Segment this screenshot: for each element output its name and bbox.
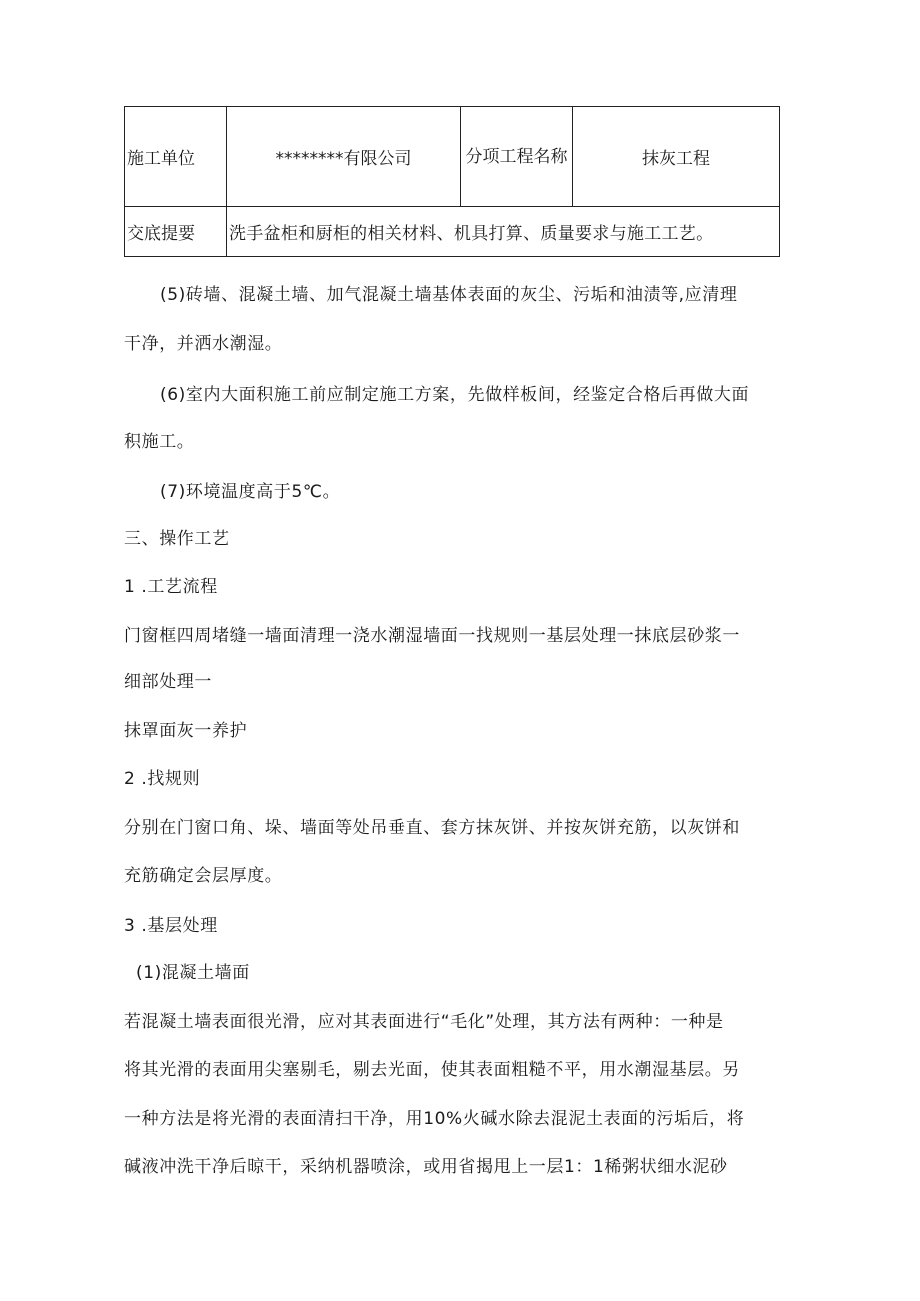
subproject-name-label: 分项工程名称 <box>461 107 573 207</box>
disclosure-header-table <box>124 106 780 257</box>
construction-unit-label: 施工单位 <box>125 107 227 207</box>
heading-base-treatment: 3 .基层处理 <box>124 916 218 936</box>
table-row <box>125 107 780 207</box>
summary-label: 交底提要 <box>125 207 227 257</box>
process-flow-line-1: 门窗框四周堵缝一墙面清理一浇水潮湿墙面一找规则一基层处理一抹底层砂浆一 <box>124 626 740 646</box>
section-heading-operation-process: 三、操作工艺 <box>124 529 230 549</box>
summary-value: 洗手盆柜和厨柜的相关材料、机具打算、质量要求与施工工艺。 <box>227 207 780 257</box>
item-6-line-2: 积施工。 <box>124 432 195 452</box>
paragraph-line-1: 若混凝土墙表面很光滑，应对其表面进行“毛化”处理，其方法有两种：一种是 <box>124 1012 724 1032</box>
heading-find-rule: 2 .找规则 <box>124 769 201 789</box>
item-6-line-1: (6)室内大面积施工前应制定施工方案，先做样板间，经鉴定合格后再做大面 <box>160 385 750 405</box>
item-5-line-2: 干净，并洒水潮湿。 <box>124 334 283 354</box>
process-flow-line-2: 细部处理一 <box>124 672 212 692</box>
find-rule-line-1: 分别在门窗口角、垛、墙面等处吊垂直、套方抹灰饼、并按灰饼充筋，以灰饼和 <box>124 818 740 838</box>
heading-process-flow: 1 .工艺流程 <box>124 577 218 597</box>
item-7: (7)环境温度高于5℃。 <box>160 482 341 502</box>
paragraph-line-4: 碱液冲洗干净后晾干，采纳机器喷涂，或用省揭甩上一层1：1稀粥状细水泥砂 <box>124 1157 728 1177</box>
subheading-concrete-wall: (1)混凝土墙面 <box>136 963 250 983</box>
process-flow-line-3: 抹罩面灰一养护 <box>124 721 248 741</box>
item-5-line-1: (5)砖墙、混凝土墙、加气混凝土墙基体表面的灰尘、污垢和油渍等,应清理 <box>160 285 738 305</box>
paragraph-line-3: 一种方法是将光滑的表面清扫干净，用10%火碱水除去混泥土表面的污垢后，将 <box>124 1109 745 1129</box>
subproject-name-value: 抹灰工程 <box>573 107 780 207</box>
table-row <box>125 207 780 257</box>
company-name: ********有限公司 <box>227 107 461 207</box>
find-rule-line-2: 充筋确定会层厚度。 <box>124 866 283 886</box>
paragraph-line-2: 将其光滑的表面用尖塞剔毛，剔去光面，使其表面粗糙不平，用水潮湿基层。另 <box>124 1060 740 1080</box>
